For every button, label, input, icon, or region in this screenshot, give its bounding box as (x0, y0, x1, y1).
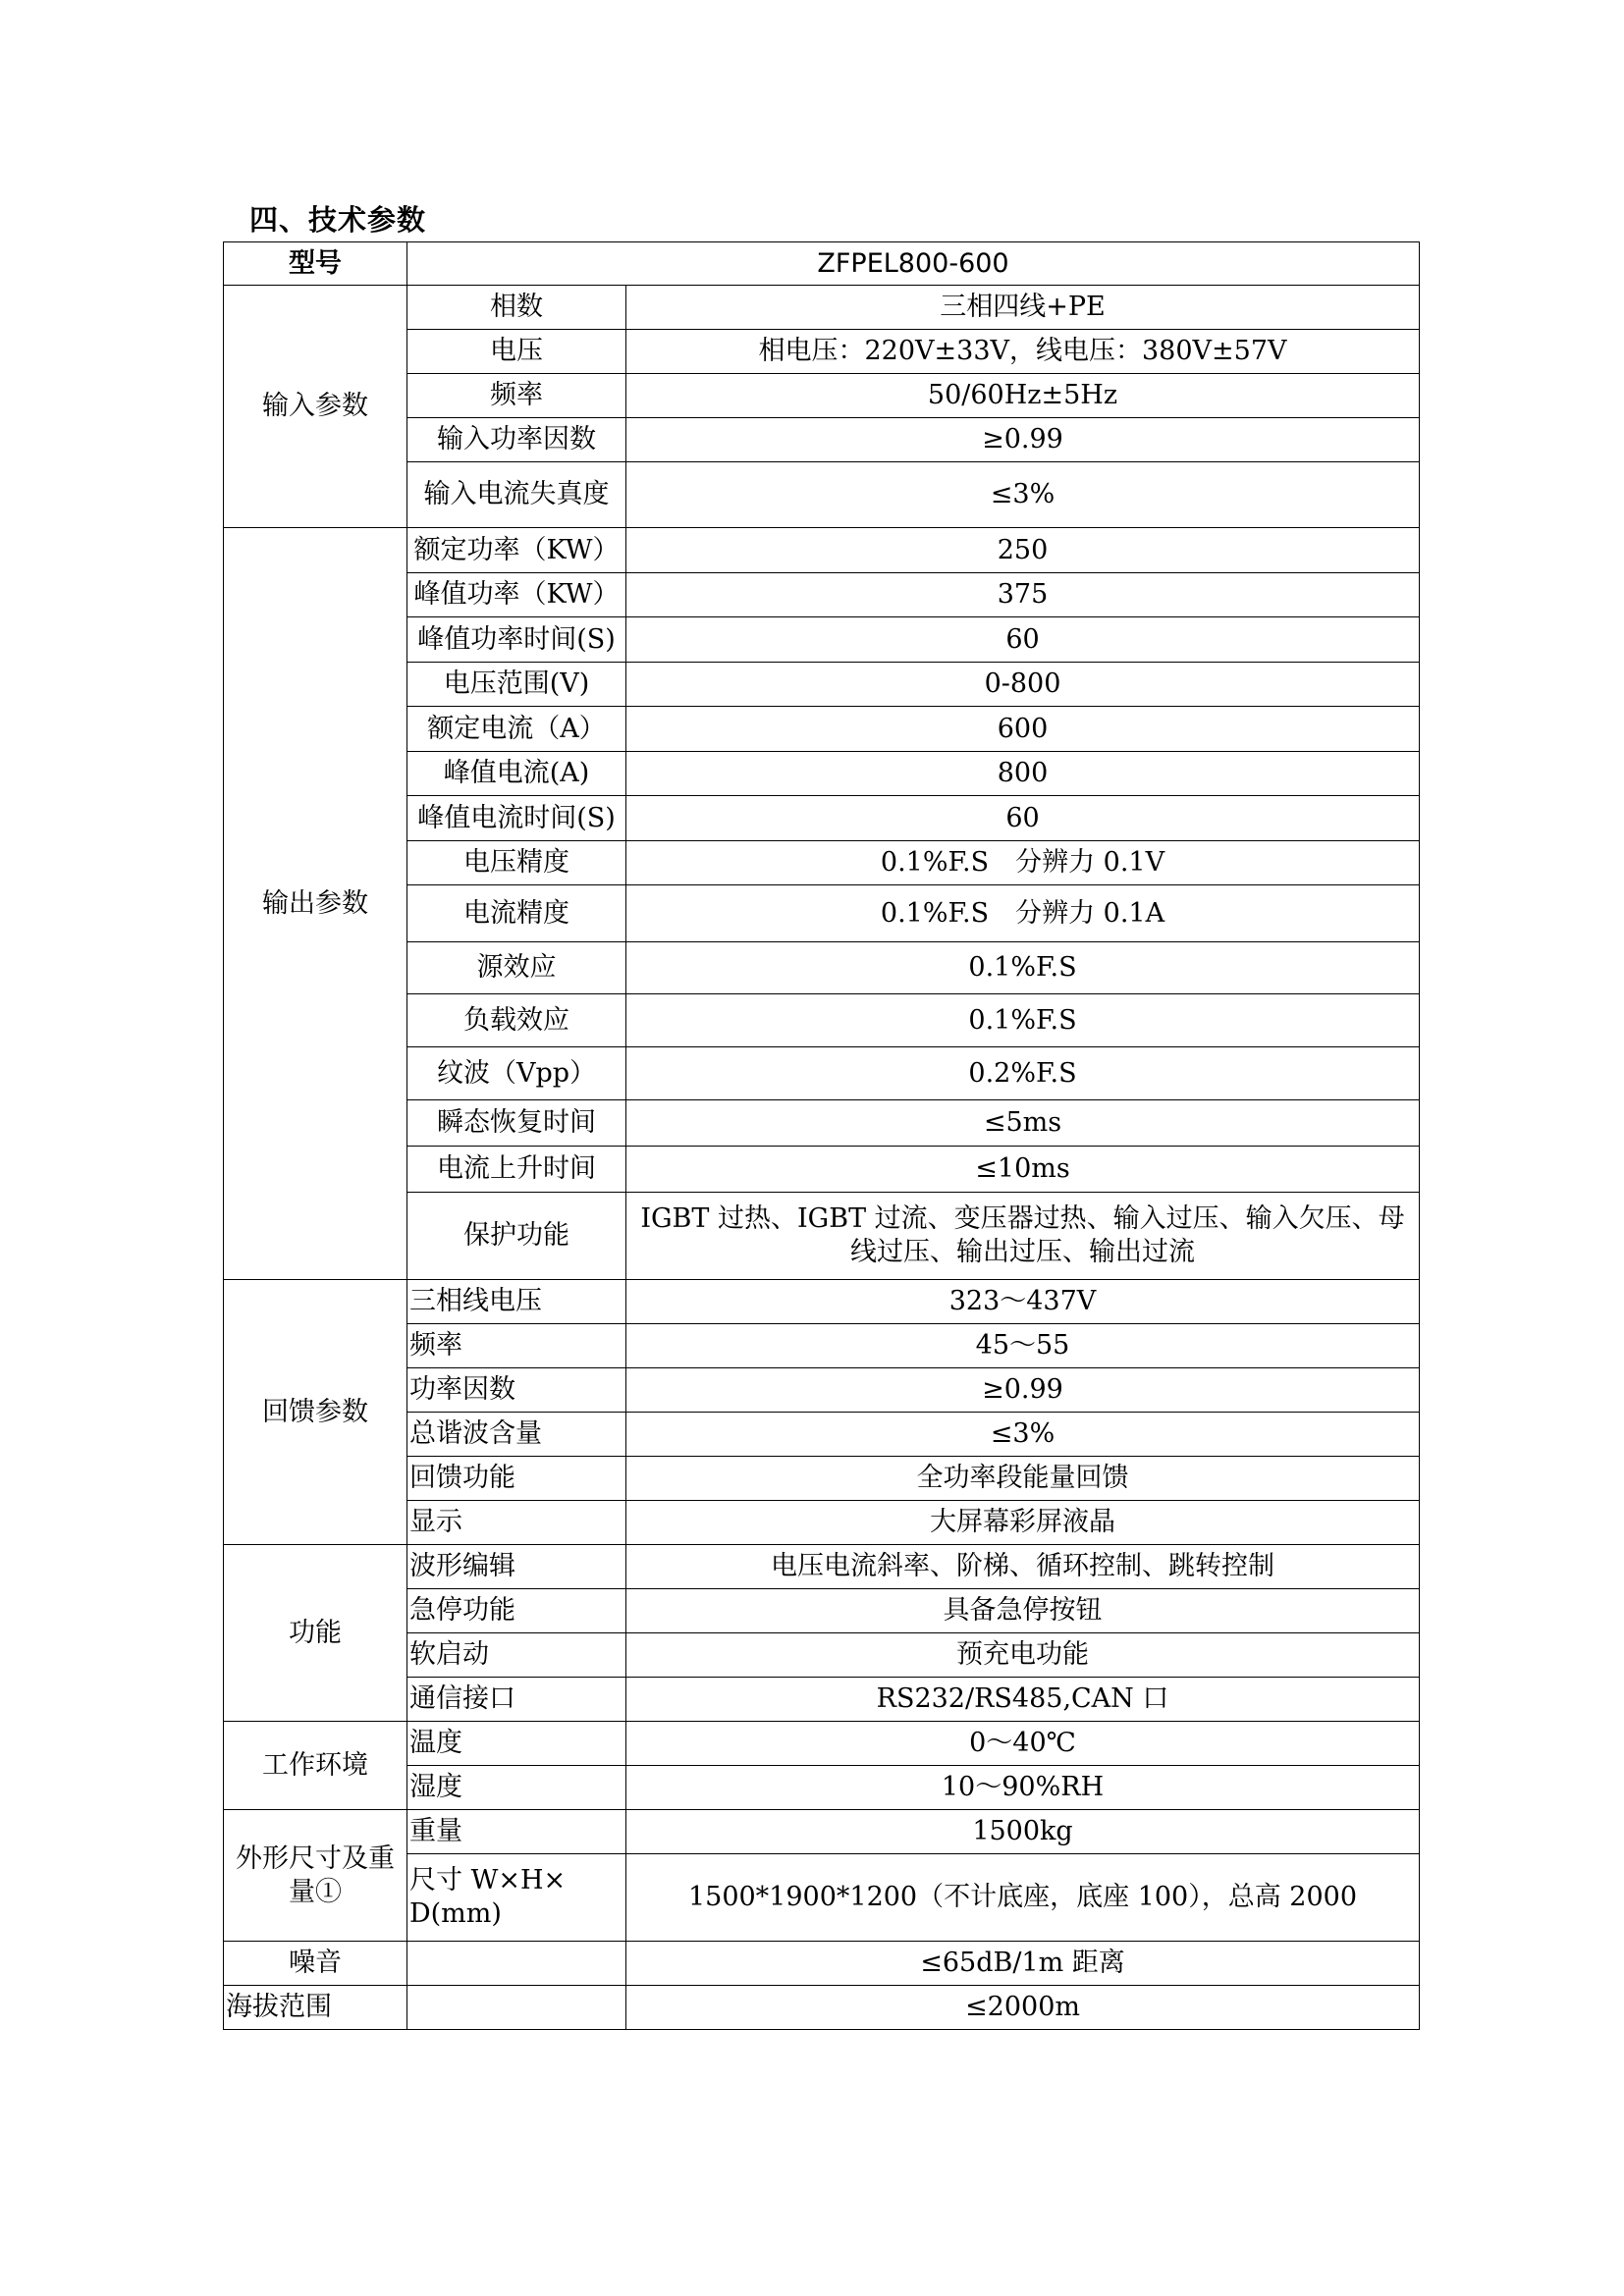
table-row (224, 1280, 1420, 1324)
table-row (224, 1986, 1420, 2030)
param-cell: 峰值电流(A) (407, 752, 626, 796)
group-label-output: 输出参数 (224, 528, 407, 1280)
value-cell: 50/60Hz±5Hz (626, 374, 1420, 418)
protection-line-1: IGBT 过热、IGBT 过流、变压器过热、输入过压、输入欠压、母 (640, 1203, 1405, 1235)
param-cell: 电压 (407, 330, 626, 374)
group-label-input: 输入参数 (224, 286, 407, 528)
spec-table (223, 241, 1420, 2030)
value-cell: 具备急停按钮 (626, 1589, 1420, 1633)
param-cell: 波形编辑 (407, 1545, 626, 1589)
param-cell-size (407, 1854, 626, 1942)
value-cell: 10～90%RH (626, 1766, 1420, 1810)
param-cell: 显示 (407, 1501, 626, 1545)
param-cell: 通信接口 (407, 1678, 626, 1722)
table-row (224, 528, 1420, 573)
protection-line-2: 线过压、输出过压、输出过流 (850, 1237, 1195, 1267)
group-label-feedback: 回馈参数 (224, 1280, 407, 1545)
value-cell: 45～55 (626, 1324, 1420, 1368)
value-cell: 250 (626, 528, 1420, 573)
value-cell: 1500*1900*1200（不计底座，底座 100），总高 2000 (626, 1854, 1420, 1942)
param-cell: 温度 (407, 1722, 626, 1766)
size-param-line-2: D(mm) (409, 1898, 502, 1929)
param-cell: 总谐波含量 (407, 1413, 626, 1457)
value-cell: 60 (626, 796, 1420, 841)
param-cell: 频率 (407, 374, 626, 418)
value-cell: 60 (626, 617, 1420, 663)
value-cell: ≤3% (626, 462, 1420, 528)
param-cell: 额定电流（A） (407, 707, 626, 752)
param-cell: 瞬态恢复时间 (407, 1100, 626, 1147)
group-label-dimensions (224, 1810, 407, 1942)
param-cell: 电流精度 (407, 885, 626, 942)
value-cell: ≤5ms (626, 1100, 1420, 1147)
noise-label: 噪音 (224, 1942, 407, 1986)
table-row (224, 1942, 1420, 1986)
param-cell: 功率因数 (407, 1368, 626, 1413)
value-cell: 800 (626, 752, 1420, 796)
param-cell: 输入功率因数 (407, 418, 626, 462)
param-cell: 输入电流失真度 (407, 462, 626, 528)
table-row (224, 1722, 1420, 1766)
value-cell: 375 (626, 573, 1420, 617)
param-cell: 纹波（Vpp） (407, 1047, 626, 1100)
param-cell: 负载效应 (407, 994, 626, 1047)
param-cell: 频率 (407, 1324, 626, 1368)
param-cell: 三相线电压 (407, 1280, 626, 1324)
value-cell: 0-800 (626, 663, 1420, 707)
size-param-line-1: 尺寸 W×H× (409, 1865, 567, 1896)
value-cell: 大屏幕彩屏液晶 (626, 1501, 1420, 1545)
param-cell: 湿度 (407, 1766, 626, 1810)
value-cell: ≤10ms (626, 1147, 1420, 1193)
dimensions-label-line-2: 量① (289, 1876, 342, 1907)
param-cell: 急停功能 (407, 1589, 626, 1633)
group-label-environment: 工作环境 (224, 1722, 407, 1810)
value-cell: 电压电流斜率、阶梯、循环控制、跳转控制 (626, 1545, 1420, 1589)
value-cell: 0.1%F.S (626, 994, 1420, 1047)
param-cell: 额定功率（KW） (407, 528, 626, 573)
value-cell: RS232/RS485,CAN 口 (626, 1678, 1420, 1722)
model-label: 型号 (224, 242, 407, 286)
param-cell: 回馈功能 (407, 1457, 626, 1501)
altitude-param (407, 1986, 626, 2030)
value-cell: 323～437V (626, 1280, 1420, 1324)
value-cell: ≥0.99 (626, 1368, 1420, 1413)
value-cell: 相电压：220V±33V，线电压：380V±57V (626, 330, 1420, 374)
value-cell: 600 (626, 707, 1420, 752)
noise-value: ≤65dB/1m 距离 (626, 1942, 1420, 1986)
param-cell: 峰值功率（KW） (407, 573, 626, 617)
model-value: ZFPEL800-600 (407, 242, 1420, 286)
value-cell: 全功率段能量回馈 (626, 1457, 1420, 1501)
param-cell: 电流上升时间 (407, 1147, 626, 1193)
value-cell-protection (626, 1193, 1420, 1280)
value-cell: ≥0.99 (626, 418, 1420, 462)
table-row (224, 1810, 1420, 1854)
param-cell: 源效应 (407, 942, 626, 994)
param-cell: 电压范围(V) (407, 663, 626, 707)
param-cell: 相数 (407, 286, 626, 330)
value-cell: 0～40℃ (626, 1722, 1420, 1766)
param-cell: 峰值功率时间(S) (407, 617, 626, 663)
value-cell: 0.1%F.S 分辨力 0.1A (626, 885, 1420, 942)
value-cell: 0.2%F.S (626, 1047, 1420, 1100)
param-cell: 保护功能 (407, 1193, 626, 1280)
value-cell: ≤3% (626, 1413, 1420, 1457)
noise-param (407, 1942, 626, 1986)
param-cell: 电压精度 (407, 841, 626, 885)
table-row (224, 242, 1420, 286)
value-cell: 0.1%F.S 分辨力 0.1V (626, 841, 1420, 885)
altitude-value: ≤2000m (626, 1986, 1420, 2030)
param-cell: 重量 (407, 1810, 626, 1854)
altitude-label: 海拔范围 (224, 1986, 407, 2030)
value-cell: 0.1%F.S (626, 942, 1420, 994)
value-cell: 三相四线+PE (626, 286, 1420, 330)
table-row (224, 1545, 1420, 1589)
value-cell: 预充电功能 (626, 1633, 1420, 1678)
table-row (224, 286, 1420, 330)
param-cell: 峰值电流时间(S) (407, 796, 626, 841)
value-cell: 1500kg (626, 1810, 1420, 1854)
dimensions-label-line-1: 外形尺寸及重 (236, 1842, 395, 1874)
group-label-function: 功能 (224, 1545, 407, 1722)
param-cell: 软启动 (407, 1633, 626, 1678)
section-heading: 四、技术参数 (249, 203, 427, 237)
